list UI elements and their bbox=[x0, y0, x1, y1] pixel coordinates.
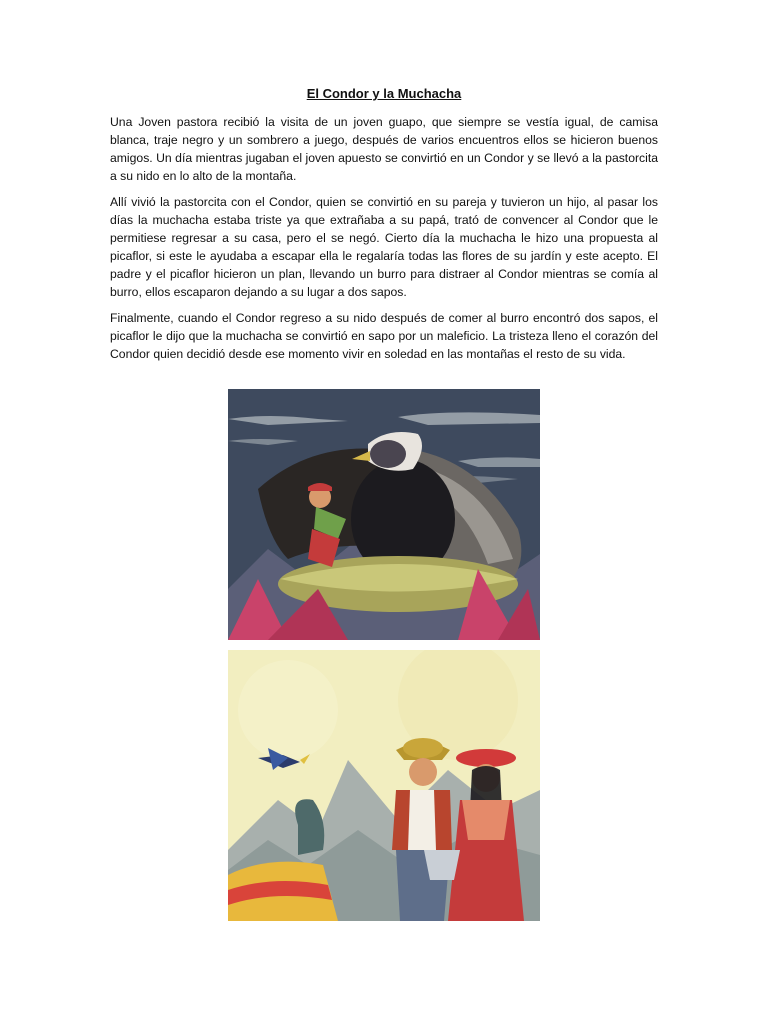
document-title: El Condor y la Muchacha bbox=[306, 86, 462, 101]
paragraph-2: Allí vivió la pastorcita con el Condor, quien se convirtió en su pareja y tuvieron un hijo, al pasar los días la muchacha estaba triste ya que extrañaba a su papá, trató de convencer al Condor que le permitiese regresar a su casa, pero el se negó. Cierto día la muchacha le hizo una propuesta al picaflor, si este le ayudaba a escapar ella le regalaría todas las flores de su jardín y este acepto. El padre y el picaflor hicieron un plan, llevando un burro para distraer al Condor mientras se comía al burro, ellos escaparon dejando a su lugar a dos sapos. bbox=[110, 195, 658, 299]
paragraph-3: Finalmente, cuando el Condor regreso a su nido después de comer al burro encontró dos sapos, el picaflor le dijo que la muchacha se convirtió en sapo por un maleficio. La tristeza lleno el corazón del Condor quien decidió desde ese momento vivir en soledad en las montañas el resto de su vida. bbox=[110, 311, 658, 361]
paragraph-1: Una Joven pastora recibió la visita de un joven guapo, que siempre se vestía igual, de camisa blanca, traje negro y un sombrero a juego, después de varios encuentros ellos se hicieron buenos amigos. Un día mientras jugaban el joven apuesto se convirtió en un Condor y se llevó a la pastorcita a su nido en lo alto de la montaña. bbox=[110, 115, 658, 183]
condor-nest-illustration bbox=[228, 389, 540, 640]
father-girl-hummingbird-illustration bbox=[228, 650, 540, 921]
